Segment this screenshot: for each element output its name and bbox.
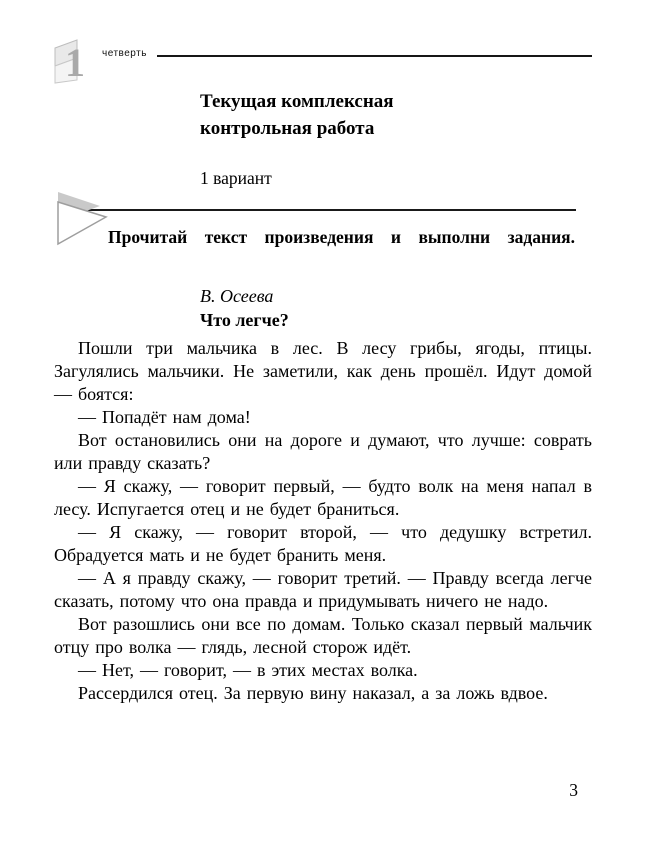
quarter-number: 1 (65, 40, 85, 84)
story-paragraph: Вот разошлись они все по домам. Только сказал первый мальчик отцу про волка — глядь, лесной сторож идёт. (54, 614, 592, 657)
story-paragraph: — Я скажу, — говорит первый, — будто волк на меня напал в лесу. Испугается отец и не будет браниться. (54, 476, 592, 519)
story-paragraph: — Нет, — говорит, — в этих местах волка. (78, 660, 418, 680)
instruction-text: Прочитай текст произведения и выполни задания. (108, 227, 575, 247)
story-title: Что легче? (200, 310, 289, 330)
title-block (200, 88, 600, 189)
story-body (54, 337, 592, 705)
story-author: В. Осеева (200, 286, 274, 306)
story-paragraph: Рассердился отец. За первую вину наказал, а за ложь вдвое. (78, 683, 548, 703)
quarter-header (54, 36, 592, 84)
quarter-label: четверть (102, 48, 147, 59)
page-title (200, 88, 600, 142)
story-paragraph: — Я скажу, — говорит второй, — что дедушку встретил. Обрадуется мать и не будет бранить меня. (54, 522, 592, 565)
section-divider-rule (68, 209, 576, 211)
story-paragraph: Вот остановились они на дороге и думают, что лучше: соврать или правду сказать? (54, 430, 592, 473)
story-paragraph: — Попадёт нам дома! (78, 407, 251, 427)
folded-paper-icon (54, 190, 112, 246)
page-number: 3 (569, 780, 578, 800)
story-paragraph: — А я правду скажу, — говорит третий. — Правду всегда легче сказать, потому что она правда и придумывать ничего не надо. (54, 568, 592, 611)
page-title-line2: контрольная работа (200, 118, 375, 139)
page-title-line1: Текущая комплексная (200, 91, 394, 112)
header-rule (157, 55, 592, 57)
quarter-badge-icon (54, 36, 96, 84)
variant-label: 1 вариант (200, 168, 272, 188)
story-paragraph: Пошли три мальчика в лес. В лесу грибы, ягоды, птицы. Загулялись мальчики. Не заметили, как день прошёл. Идут домой — боятся: (54, 338, 592, 404)
